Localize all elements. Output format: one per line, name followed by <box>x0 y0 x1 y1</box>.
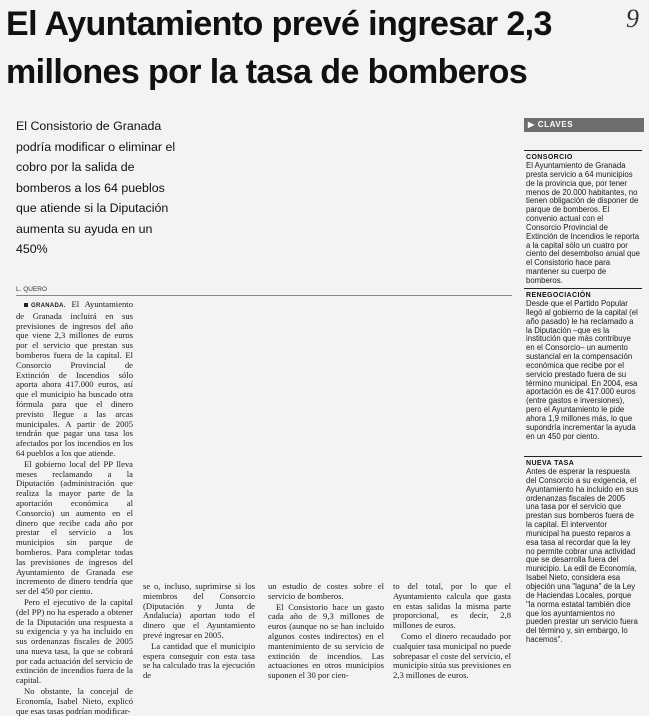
article-column-1 <box>16 300 133 716</box>
headline: El Ayuntamiento prevé ingresar 2,3 millones por la tasa de bomberos <box>6 5 552 91</box>
article-paragraph: Pero el ejecutivo de la capital (del PP) no ha esperado a obtener de la Diputación una respuesta a su exigencia y ya ha incluido en sus ordenanzas fiscales de 2005 una nueva tasa, la que se cobrará por cada actuación del servicio de extinción de incendios fuera de la capital. <box>16 596 133 686</box>
article-paragraph: El gobierno local del PP lleva meses reclamando a la Diputación (administración que realiza la mayor parte de la aportación económica al Consorcio) un aumento en el dinero que recibe cada año por prestar el servicio a los municipios sin parque de bomberos. Para completar todas las previsiones de ingresos del Ayuntamiento de Granada ese incremento de dinero tendría que ser del 450 por ciento. <box>16 458 133 597</box>
sidebar-box-text: Antes de esperar la respuesta del Consorcio a su exigencia, el Ayuntamiento ha incluido en sus ordenanzas fiscales de 2005 una tasa por el servicio que prestan sus bomberos fuera de la capital. El interventor municipal ha puesto reparos a esa tasa al recordar que la ley no permite cobrar una actividad que se desarrolla fuera del municipio. La edil de Economía, Isabel Nieto, considera esa objeción una "laguna" de la Ley de Haciendas Locales, porque "la norma estatal también dice que los ayuntamientos no pueden prestar un servicio fuera del término y, sin embargo, lo hacemos". <box>526 467 639 645</box>
page-number: 9 <box>626 4 639 33</box>
article-paragraph: to del total, por lo que el Ayuntamiento calcula que gasta en estas salidas la misma parte proporcional, es decir, 2,8 millones de euros. <box>393 581 511 631</box>
claves-header: ▶ CLAVES <box>524 118 644 132</box>
article-column-3 <box>268 582 384 681</box>
claves-sidebar <box>524 118 644 645</box>
article-paragraph: No obstante, la concejal de Economía, Isabel Nieto, explicó que esas tasas podrían modificar- <box>16 686 133 716</box>
sidebar-box-text: El Ayuntamiento de Granada presta servicio a 64 municipios de la provincia que, por tener menos de 20.000 habitantes, no tienen obligación de disponer de parque de bomberos. El convenio actual con el Consorcio Provincial de Extinción de Incendios le reporta a la capital sólo un cuatro por ciento del desembolso anual que el Consistorio hace para mantener su cuerpo de bomberos. <box>526 161 641 285</box>
sidebar-box-renegociacion <box>524 288 642 442</box>
sidebar-box-title: RENEGOCIACIÓN <box>526 292 592 299</box>
sidebar-box-nueva-tasa <box>524 456 642 645</box>
dateline: GRANADA <box>31 303 64 309</box>
sidebar-box-consorcio <box>524 150 642 286</box>
sidebar-box-text: Desde que el Partido Popular llegó al gobierno de la capital (el año pasado) le ha reclamado a la Diputación –que es la institución que más contribuye en el Consorcio– un aumento sustancial en la compensación económica que recibe por el servicio prestado fuera de su término municipal. En 2004, esa aportación es de 417.000 euros (entre gastos e inversiones), pero el Ayuntamiento le pide ahora 1,9 millones más, lo que supondría incrementar la ayuda en un 450 por ciento. <box>526 299 638 441</box>
article-paragraph: El Consistorio hace un gasto cada año de 9,3 millones de euros (aunque no se han incluido algunos costes indirectos) en el mantenimiento de su servicio de extinción de incendios. Las actuaciones en otros municipios suponen el 30 por cien- <box>268 601 384 681</box>
article-paragraph: un estudio de costes sobre el servicio de bomberos. <box>268 581 384 601</box>
sidebar-box-title: NUEVA TASA <box>526 460 575 467</box>
article-column-4 <box>393 582 511 681</box>
arrow-right-icon: ▶ <box>528 120 535 129</box>
article-paragraph: La cantidad que el municipio espera conseguir con esta tasa se ha calculado tras la ejecución de <box>143 640 255 681</box>
article-paragraph: GRANADA. El Ayuntamiento de Granada incluirá en sus previsiones de ingresos del año que viene 2,3 millones de euros por el servicio que prestan sus bomberos fuera de la capital. El Consorcio Provincial de Extinción de Incendios sólo aporta ahora 417.000 euros, así que el municipio ha buscado otra fórmula para que el dinero previsto llegue a las arcas municipales. A partir de 2005 tendrán que pagar una tasa los afectados por los incendios en los 64 pueblos a los que atiende. <box>16 299 133 458</box>
bullet-icon <box>24 303 28 307</box>
article-column-2 <box>143 582 255 681</box>
article-paragraph: Como el dinero recaudado por cualquier tasa municipal no puede sobrepasar el coste del servicio, el municipio sitúa sus previsiones en 2,3 millones de euros. <box>393 630 511 681</box>
deck-summary: El Consistorio de Granada podría modificar o eliminar el cobro por la salida de bomberos a los 64 pueblos que atiende si la Diputación aumenta su ayuda en un 450% <box>16 119 176 256</box>
article-paragraph: se o, incluso, suprimirse si los miembros del Consorcio (Diputación y Junta de Andalucía) aportan todo el dinero que el Ayuntamiento prevé ingresar en 2005. <box>143 581 255 640</box>
byline: L. QUERO <box>16 286 512 296</box>
sidebar-box-title: CONSORCIO <box>526 154 573 161</box>
